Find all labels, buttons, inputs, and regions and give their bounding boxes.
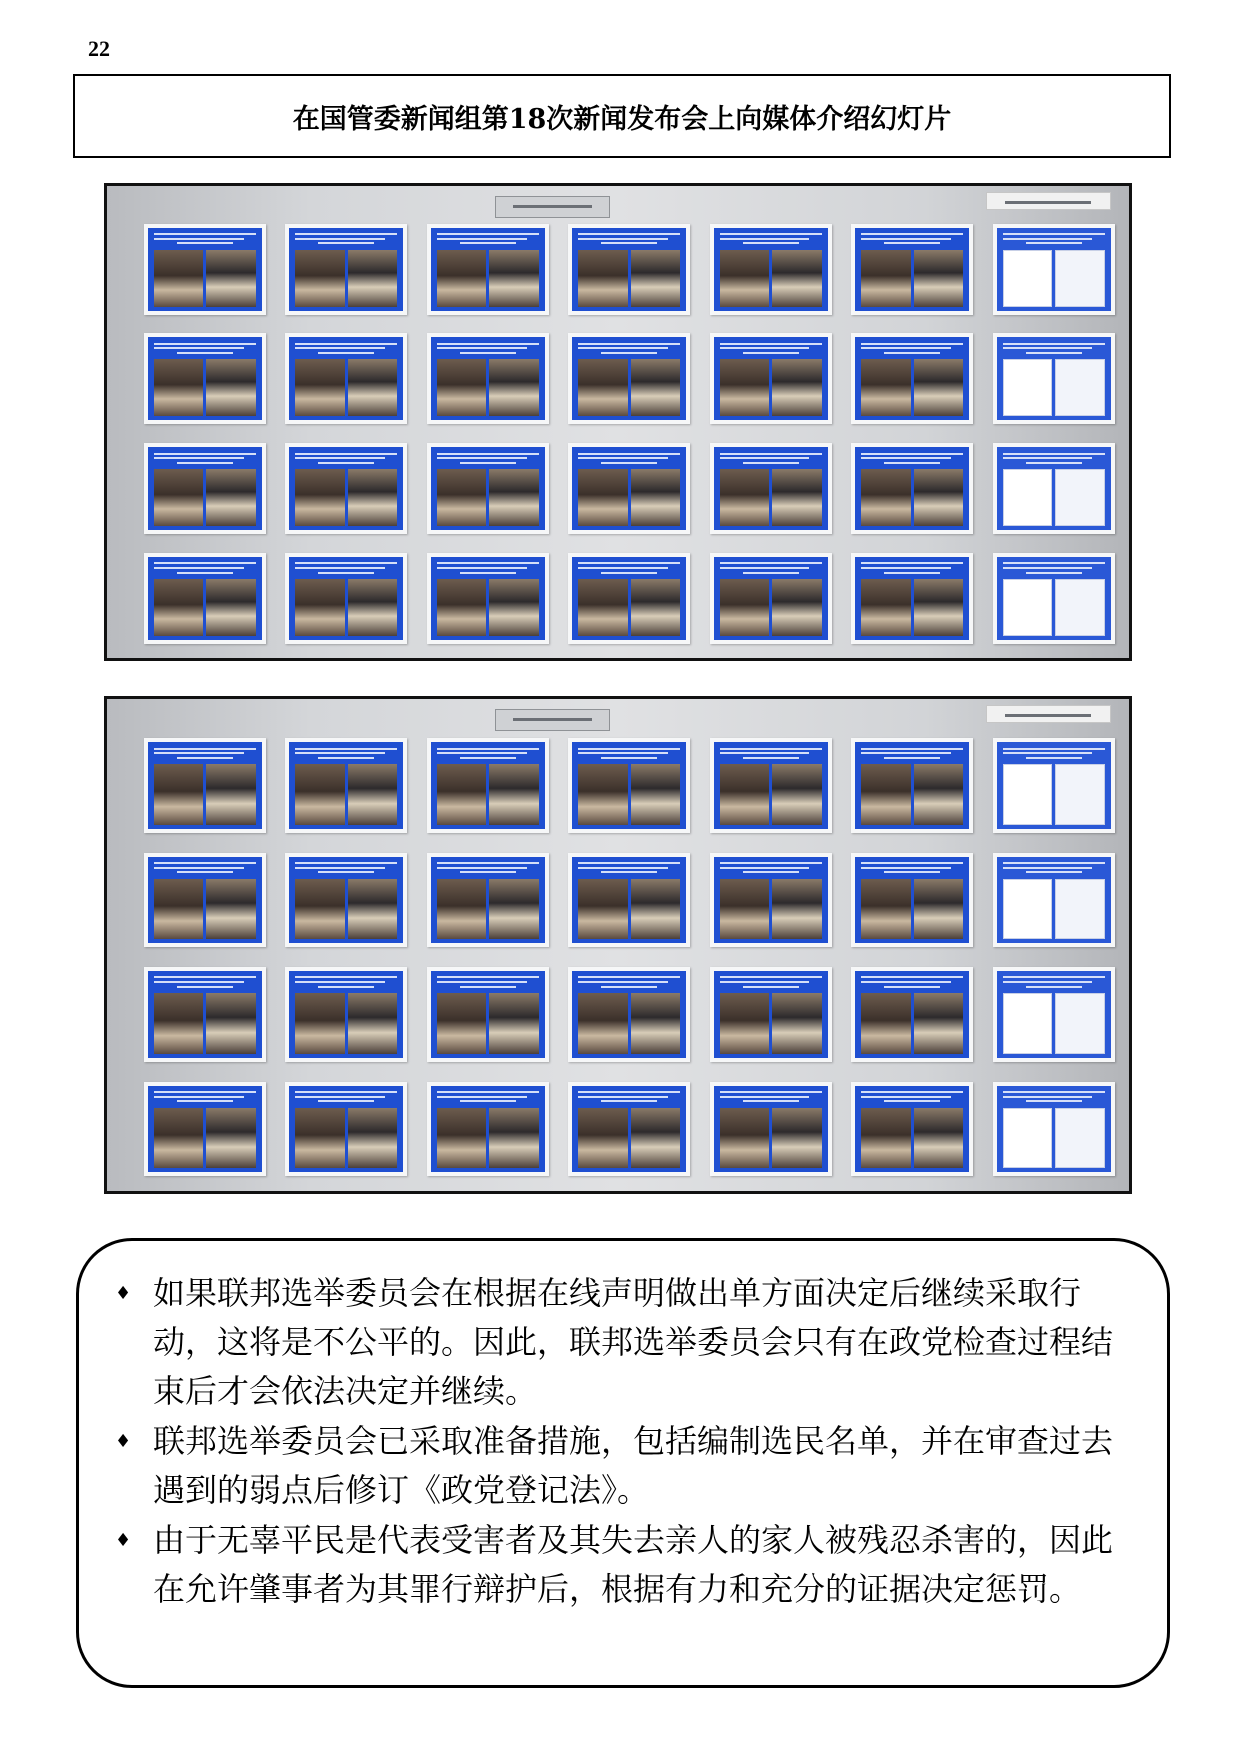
photo-slide [851,224,973,315]
photo-slide [568,853,690,948]
summary-box [76,1238,1170,1688]
photo-slide [427,333,549,424]
photo-slide [568,967,690,1062]
page-title-box [73,74,1171,158]
document-slide [993,738,1115,833]
photo-slide [427,443,549,534]
bullet-text: 联邦选举委员会已采取准备措施，包括编制选民名单，并在审查过去遇到的弱点后修订《政党登记法》。 [153,1422,1114,1509]
photo-slide [568,738,690,833]
photo-slide [427,738,549,833]
photo-slide [710,443,832,534]
document-slide [993,553,1115,644]
slide-wall-photo-2 [104,696,1132,1194]
photo-slide [851,967,973,1062]
bullet-text: 如果联邦选举委员会在根据在线声明做出单方面决定后继续采取行动，这将是不公平的。因此，联邦选举委员会只有在政党检查过程结束后才会依法决定并继续。 [153,1274,1114,1410]
photo-slide [710,224,832,315]
photo-slide [285,333,407,424]
photo-slide [285,553,407,644]
page-number: 22 [88,36,110,61]
page-title: 在国管委新闻组第18次新闻发布会上向媒体介绍幻灯片 [292,103,952,135]
photo-slide [144,1082,266,1177]
photo-slide [851,553,973,644]
document-slide [993,224,1115,315]
bullet-item [111,1417,1131,1515]
photo-slide [710,738,832,833]
photo-slide [427,553,549,644]
photo-slide [427,853,549,948]
photo-slide [851,738,973,833]
bullet-item [111,1269,1131,1416]
photo-slide [710,553,832,644]
photo-slide [285,1082,407,1177]
photo-slide [144,553,266,644]
slide-grid [144,738,1115,1176]
document-slide [993,443,1115,534]
photo-slide [285,224,407,315]
photo-slide [710,333,832,424]
photo-slide [427,967,549,1062]
photo-slide [710,853,832,948]
slide-wall-photo-1 [104,183,1132,661]
photo-slide [710,967,832,1062]
bullet-item [111,1516,1131,1614]
bullet-text: 由于无辜平民是代表受害者及其失去亲人的家人被残忍杀害的，因此在允许肇事者为其罪行辩护后，根据有力和充分的证据决定惩罚。 [153,1521,1114,1608]
document-slide [993,333,1115,424]
photo-slide [710,1082,832,1177]
photo-slide [144,443,266,534]
photo-slide [144,333,266,424]
photo-slide [568,333,690,424]
photo-slide [851,853,973,948]
photo-slide [851,443,973,534]
photo-slide [285,853,407,948]
photo-slide [568,1082,690,1177]
photo-slide [144,853,266,948]
photo-slide [144,738,266,833]
diamond-bullet-icon: ♦ [115,1530,132,1551]
diamond-bullet-icon: ♦ [115,1283,132,1304]
photo-slide [285,738,407,833]
photo-slide [851,1082,973,1177]
photo-slide [144,967,266,1062]
photo-slide [568,443,690,534]
bullet-list [111,1269,1131,1614]
photo-slide [427,1082,549,1177]
document-slide [993,967,1115,1062]
photo-slide [285,443,407,534]
wall-header-label [495,196,609,218]
document-slide [993,853,1115,948]
photo-slide [144,224,266,315]
diamond-bullet-icon: ♦ [115,1431,132,1452]
photo-slide [285,967,407,1062]
slide-grid [144,224,1115,644]
photo-slide [568,224,690,315]
photo-slide [568,553,690,644]
photo-slide [851,333,973,424]
wall-header-label [495,709,609,731]
wall-side-label [986,192,1111,210]
photo-slide [427,224,549,315]
wall-side-label [986,705,1111,723]
document-slide [993,1082,1115,1177]
